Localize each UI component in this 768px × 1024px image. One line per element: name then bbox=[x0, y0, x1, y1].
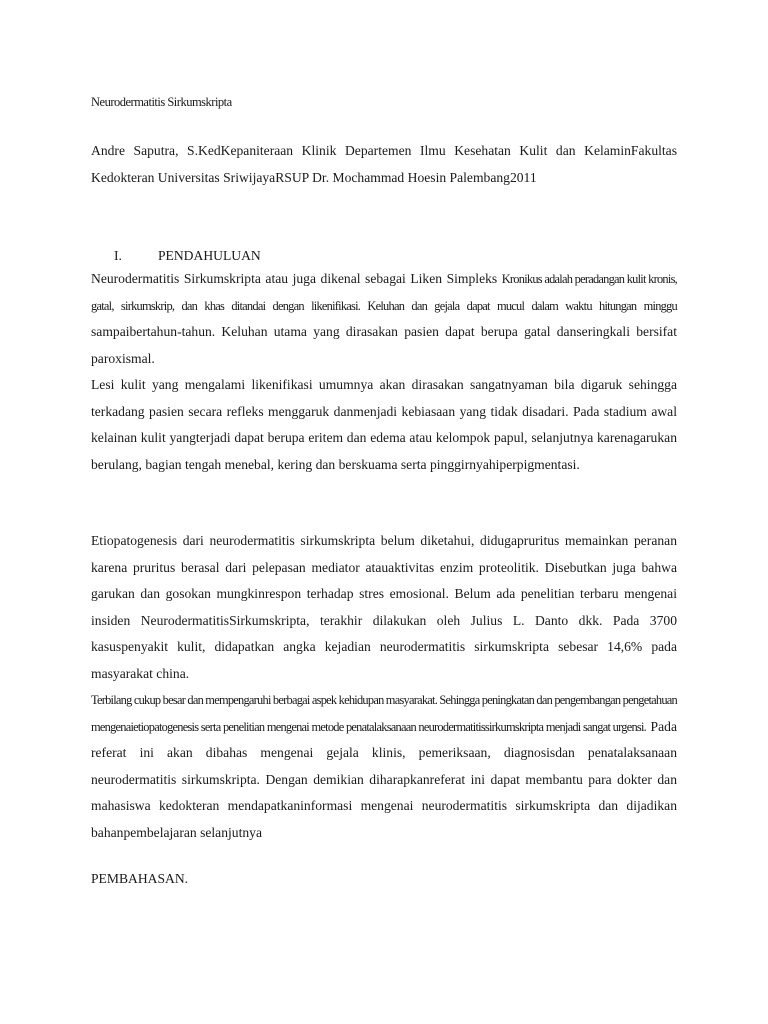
intro-paragraph-1-end: sampaibertahun-tahun. Keluhan utama yang dirasakan pasien dapat berupa gatal danseringkali bersifat paroxismal. bbox=[91, 324, 677, 366]
intro-paragraph-1-start: Neurodermatitis Sirkumskripta atau juga dikenal sebagai Liken Simpleks bbox=[91, 271, 502, 286]
intro-paragraph-1-condensed: Kronikus adalah peradangan kulit kronis, gatal, sirkumskrip, dan khas ditandai dengan likenifikasi. Keluhan dan gejala dapat mucul dalam waktu hitungan minggu bbox=[91, 272, 677, 313]
section-heading-pembahasan: PEMBAHASAN. bbox=[91, 871, 189, 886]
etiology-paragraph-2-condensed: Terbilang cukup besar dan mempengaruhi berbagai aspek kehidupan masyarakat. Sehingga peningkatan dan pengembangan pengetahuan mengenaietiopatogenesis serta penelitian mengenai metode penatalaksanaan neurodermatitissirkumskripta menjadi sangat urgensi. bbox=[91, 693, 677, 734]
etiology-paragraph-1: Etiopatogenesis dari neurodermatitis sirkumskripta belum diketahui, didugapruritus memainkan peranan karena pruritus berasal dari pelepasan mediator atauaktivitas enzim proteolitik. Disebutkan juga bahwa garukan dan gosokan mungkinrespon terhadap stres emosional. Belum ada penelitian terbaru mengenai insiden NeurodermatitisSirkumskripta, terakhir dilakukan oleh Julius L. Danto dkk. Pada 3700 kasuspenyakit kulit, didapatkan angka kejadian neurodermatitis sirkumskripta sebesar 14,6% pada masyarakat china. bbox=[91, 533, 677, 681]
document-title: Neurodermatitis Sirkumskripta bbox=[91, 95, 232, 109]
etiology-body bbox=[91, 528, 677, 846]
intro-paragraph-1 bbox=[91, 266, 677, 372]
intro-paragraph-2: Lesi kulit yang mengalami likenifikasi umumnya akan dirasakan sangatnyaman bila digaruk sehingga terkadang pasien secara refleks menggaruk danmenjadi kebiasaan yang tidak disadari. Pada stadium awal kelainan kulit yangterjadi dapat berupa eritem dan edema atau kelompok papul, selanjutnya karenagarukan berulang, bagian tengah menebal, kering dan berskuama serta pinggirnyahiperpigmentasi. bbox=[91, 377, 677, 472]
section-heading-text: PENDAHULUAN bbox=[158, 248, 261, 263]
introduction-body bbox=[91, 266, 677, 478]
etiology-paragraph-2 bbox=[91, 687, 677, 846]
author-affiliation: Andre Saputra, S.KedKepaniteraan Klinik Departemen Ilmu Kesehatan Kulit dan KelaminFakultas Kedokteran Universitas SriwijayaRSUP Dr. Mochammad Hoesin Palembang2011 bbox=[91, 143, 677, 185]
section-number: I. bbox=[114, 248, 122, 263]
etiology-paragraph-2-end: Pada referat ini akan dibahas mengenai gejala klinis, pemeriksaan, diagnosisdan penatalaksanaan neurodermatitis sirkumskripta. Dengan demikian diharapkanreferat ini dapat membantu para dokter dan mahasiswa kedokteran mendapatkaninformasi mengenai neurodermatitis sirkumskripta dan dijadikan bahanpembelajaran selanjutnya bbox=[91, 718, 677, 840]
